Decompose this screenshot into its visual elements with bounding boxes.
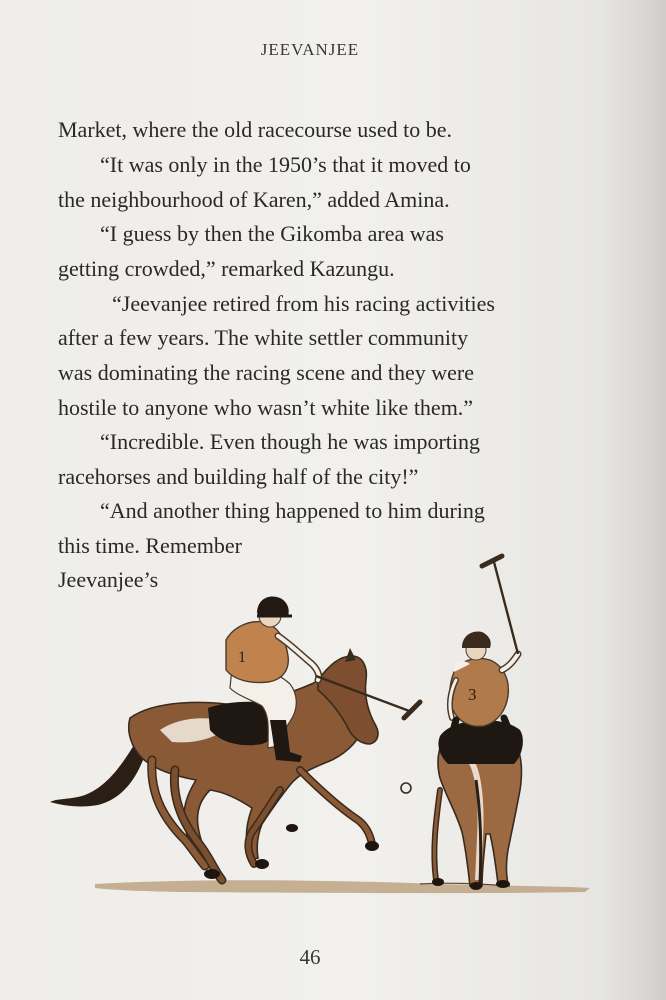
text-line: getting crowded,” remarked Kazungu. xyxy=(58,256,395,281)
running-header: JEEVANJEE xyxy=(260,40,360,59)
left-rider-number: 1 xyxy=(238,649,246,666)
left-horse xyxy=(50,648,379,880)
text-line: this time. Remember xyxy=(58,533,242,558)
text-line: “And another thing happened to him during xyxy=(100,498,485,523)
ground-shadow xyxy=(95,880,590,893)
text-line: “Incredible. Even though he was importing xyxy=(100,429,481,454)
text-line: after a few years. The white settler community xyxy=(58,325,469,350)
text-line: Jeevanjee’s xyxy=(58,567,159,592)
text-line: hostile to anyone who wasn’t white like them.” xyxy=(58,395,474,420)
text-line: “Jeevanjee retired from his racing activities xyxy=(112,291,495,316)
text-line: “It was only in the 1950’s that it moved to xyxy=(100,152,471,177)
text-line: was dominating the racing scene and they were xyxy=(58,360,475,385)
page-number: 46 xyxy=(299,945,321,969)
text-line: the neighbourhood of Karen,” added Amina. xyxy=(58,187,450,212)
polo-ball xyxy=(401,783,411,793)
right-horse xyxy=(432,720,523,890)
text-line: Market, where the old racecourse used to be. xyxy=(58,117,453,142)
right-rider-number: 3 xyxy=(468,685,477,704)
text-line: racehorses and building half of the city!” xyxy=(58,464,419,489)
text-line: “I guess by then the Gikomba area was xyxy=(100,221,444,246)
